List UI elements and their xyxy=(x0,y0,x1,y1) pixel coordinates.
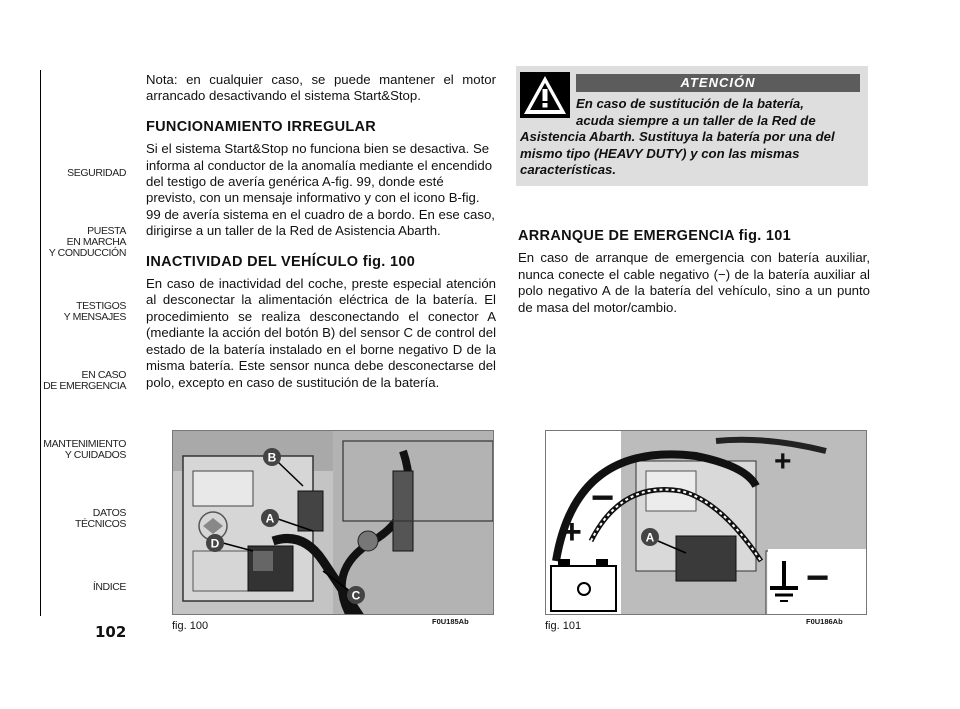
chapter-tabs xyxy=(40,70,134,622)
right-column xyxy=(518,228,870,316)
tab-label: CONOCIMIENTO DEL VEHÍCULO xyxy=(48,92,126,116)
tab-label: MANTENIMIENTO Y CUIDADOS xyxy=(43,437,126,461)
page-number: 102 xyxy=(95,623,127,641)
paragraph-arranque: En caso de arranque de emergencia con batería auxiliar, nunca conecte el cable negativo (−) de la batería auxiliar al polo negativo A de la batería del vehículo, sino a un punto de masa del motor/cambio. xyxy=(518,250,870,315)
auxiliary-battery-icon xyxy=(551,559,616,611)
svg-text:C: C xyxy=(351,588,361,603)
tab-label: TESTIGOS Y MENSAJES xyxy=(63,299,126,323)
figure-101-caption: fig. 101 xyxy=(545,620,582,632)
tab-mantenimiento[interactable] xyxy=(40,415,134,484)
tab-datos-tecnicos[interactable] xyxy=(40,484,134,553)
warning-line-rest: Asistencia Abarth. Sustituya la batería por una del mismo tipo (HEAVY DUTY) y con las mismas características. xyxy=(520,129,835,178)
jump-start-illustration xyxy=(546,431,867,615)
tab-label: PUESTA EN MARCHA Y CONDUCCIÓN xyxy=(48,225,126,259)
callout-b xyxy=(263,448,281,466)
tab-label: SEGURIDAD xyxy=(67,167,126,179)
plus-sign-aux: + xyxy=(562,513,582,551)
warning-text xyxy=(520,96,862,179)
tab-en-caso-de-emergencia[interactable] xyxy=(40,346,134,415)
left-column xyxy=(146,72,496,391)
tab-conocimiento-del-vehiculo[interactable] xyxy=(40,70,134,139)
svg-text:D: D xyxy=(210,536,220,551)
callout-a xyxy=(641,528,659,546)
tab-label: ÍNDICE xyxy=(92,581,126,593)
svg-text:B: B xyxy=(267,450,277,465)
svg-text:A: A xyxy=(265,511,275,526)
tab-label: DATOS TÉCNICOS xyxy=(74,506,126,530)
tab-indice[interactable] xyxy=(40,553,134,622)
callout-c xyxy=(347,586,365,604)
warning-box xyxy=(516,66,868,186)
figure-100-caption: fig. 100 xyxy=(172,620,209,632)
warning-line-1: En caso de sustitución de la batería, xyxy=(576,96,804,111)
svg-text:A: A xyxy=(645,530,655,545)
minus-sign-ground: − xyxy=(806,556,830,600)
paragraph-inactividad: En caso de inactividad del coche, preste especial atención al desconectar la alimentación eléctrica de la batería. El procedimiento se realiza desconectando el conector A (mediante la acción del botón B) del sensor C de control del estado de la batería instalado en el borne negativo D de la misma batería. Este sensor nunca debe desconectarse del polo, excepto en caso de sustitución de la batería. xyxy=(146,276,496,390)
battery-sensor-illustration xyxy=(173,431,494,615)
figure-100-code: F0U185Ab xyxy=(432,617,469,626)
warning-line-2: acuda siempre a un taller de la Red de xyxy=(576,112,816,128)
tab-label: EN CASO DE EMERGENCIA xyxy=(43,368,126,392)
warning-title: ATENCIÓN xyxy=(576,74,860,92)
figure-101-jump-start xyxy=(545,430,867,615)
heading-arranque-emergencia: ARRANQUE DE EMERGENCIA fig. 101 xyxy=(518,228,792,244)
minus-sign-aux: − xyxy=(591,476,615,520)
figure-101-code: F0U186Ab xyxy=(806,617,843,626)
heading-inactividad: INACTIVIDAD DEL VEHÍCULO fig. 100 xyxy=(146,253,416,270)
tab-puesta-en-marcha[interactable] xyxy=(40,208,134,277)
plus-sign-vehicle: + xyxy=(774,445,792,478)
figure-100-battery-sensor xyxy=(172,430,494,615)
callout-a xyxy=(261,509,279,527)
note-paragraph: Nota: en cualquier caso, se puede mantener el motor arrancado desactivando el sistema Start&Stop. xyxy=(146,72,496,104)
tab-testigos-y-mensajes[interactable] xyxy=(40,277,134,346)
heading-funcionamiento-irregular: FUNCIONAMIENTO IRREGULAR xyxy=(146,118,377,135)
tab-seguridad[interactable] xyxy=(40,139,134,208)
callout-d xyxy=(206,534,224,552)
paragraph-funcionamiento: Si el sistema Start&Stop no funciona bien se desactiva. Se informa al conductor de la anomalía mediante el encendido del testigo de avería genérica A-fig. 99, donde esté previsto, con un mensaje informativo y con el icono B-fig. 99 de avería sistema en el cuadro de a bordo. En ese caso, dirigirse a un taller de la Red de Asistencia Abarth. xyxy=(146,141,495,239)
